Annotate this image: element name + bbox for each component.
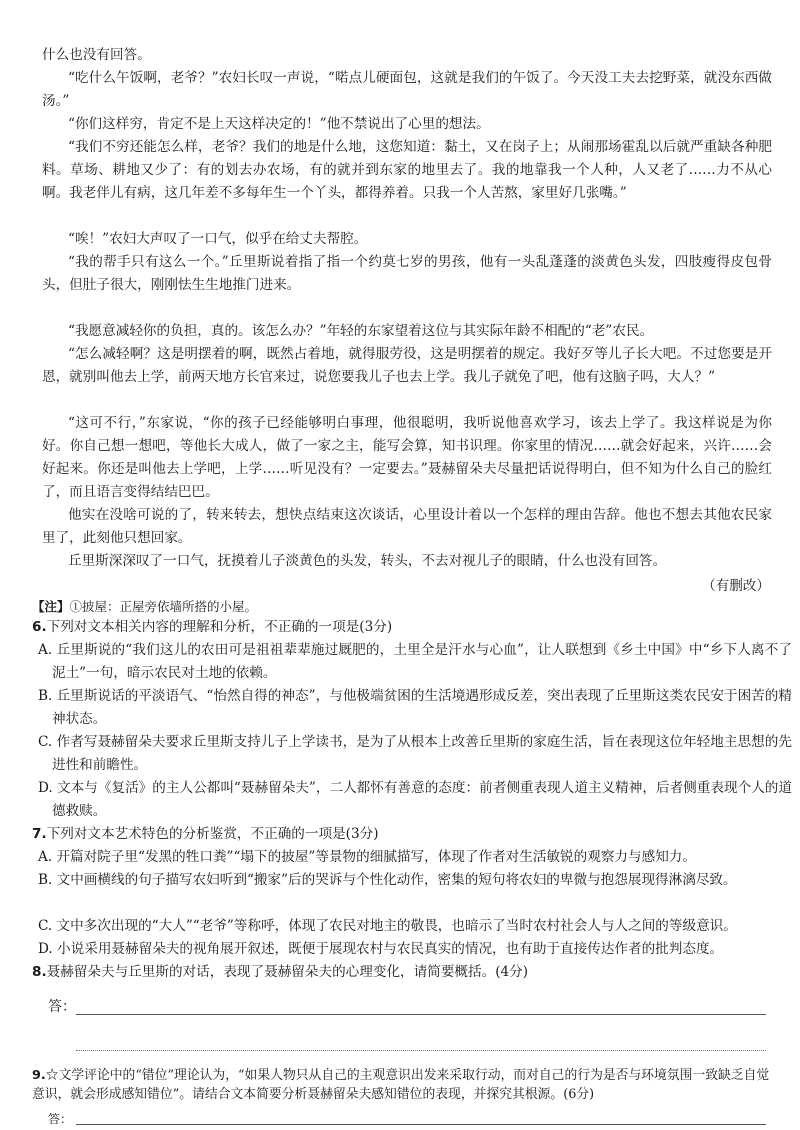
question-number: 7. — [32, 826, 47, 842]
passage-paragraph: 什么也没有回答。 — [42, 47, 151, 63]
question-text: 下列对文本艺术特色的分析鉴赏，不正确的一项是(3分) — [46, 826, 379, 842]
answer-label: 答： — [48, 1112, 73, 1126]
question-6-stem — [32, 616, 777, 639]
footnote — [32, 597, 257, 615]
answer-line[interactable] — [76, 1014, 766, 1015]
footnote-text: ①披屋：正屋旁依墙所搭的小屋。 — [69, 599, 258, 614]
passage-paragraph: “唉！”农妇大声叹了一口气，似乎在给丈夫帮腔。 — [68, 231, 368, 247]
passage-paragraph: “你们这样穷，肯定不是上天这样决定的！”他不禁说出了心里的想法。 — [68, 116, 490, 132]
passage-paragraph: “吃什么午饭啊，老爷？”农妇长叹一声说，“喏点儿硬面包，这就是我们的午饭了。今天没工夫去挖野菜，就没东西做汤。” — [42, 70, 772, 109]
question-8-stem — [32, 961, 777, 984]
passage-paragraph: “我们不穷还能怎么样，老爷？我们的地是什么地，这您知道：黏土，又在岗子上；从闹那场霍乱以后就严重缺各种肥料。草场、耕地又少了：有的划去办农场，有的就并到东家的地里去了。我的地靠我一个人种，人又老了……力不从心啊。我老伴儿有病，这几年差不多每年生一个丫头，都得养着。只我一个人苦熬，家里好几张嘴。” — [42, 139, 772, 201]
question-6-option-a[interactable]: A. 丘里斯说的“我们这儿的农田可是祖祖辈辈施过厩肥的，土里全是汗水与心血”，让人联想到《乡土中国》中“乡下人离不了泥土”一句，暗示农民对土地的依赖。 — [38, 642, 792, 681]
question-7-stem — [32, 823, 777, 846]
question-9-stem — [32, 1066, 777, 1104]
passage-paragraph: 丘里斯深深叹了一口气，抚摸着儿子淡黄色的头发，转头，不去对视儿子的眼睛，什么也没有回答。 — [68, 553, 667, 569]
passage-paragraph: “这可不行，”东家说，“你的孩子已经能够明白事理，他很聪明，我听说他喜欢学习，该去上学了。我这样说是为你好。你自己想一想吧，等他长大成人，做了一家之主，能写会算，知书识理。你家里的情况……就会好起来，兴许……会好起来。你还是叫他去上学吧，上学……听见没有？一定要去。”聂赫留朵夫尽量把话说得明白，但不知为什么自己的脸红了，而且语言变得结结巴巴。 — [42, 415, 772, 500]
passage-paragraph: “怎么减轻啊？这是明摆着的啊，既然占着地，就得服劳役，这是明摆着的规定。我好歹等儿子长大吧。不过您要是开恩，就别叫他去上学，前两天地方长官来过，说您要我儿子也去上学。我儿子就免了吧，他有这脑子吗，大人？” — [42, 346, 772, 385]
question-6-option-c[interactable]: C. 作者写聂赫留朵夫要求丘里斯支持儿子上学读书，是为了从根本上改善丘里斯的家庭生活，旨在表现这位年轻地主思想的先进性和前瞻性。 — [38, 734, 792, 773]
question-number: 8. — [32, 964, 47, 980]
passage-paragraph: 他实在没啥可说的了，转来转去，想快点结束这次谈话，心里设计着以一个怎样的理由告辞。他也不想去其他农民家里了，此刻他只想回家。 — [42, 507, 772, 546]
footnote-label: 【注】 — [32, 599, 70, 614]
source-credit: （有删改） — [702, 578, 770, 594]
passage-paragraph: “我的帮手只有这么一个。”丘里斯说着指了指一个约莫七岁的男孩，他有一头乱蓬蓬的淡黄色头发，四肢瘦得皮包骨头，但肚子很大，刚刚怯生生地推门进来。 — [42, 254, 772, 293]
question-7-option-b[interactable]: B. 文中画横线的句子描写农妇听到“搬家”后的哭诉与个性化动作，密集的短句将农妇的卑微与抱怨展现得淋漓尽致。 — [38, 872, 737, 888]
answer-line[interactable] — [76, 1050, 766, 1051]
passage-paragraph: “我愿意减轻你的负担，真的。该怎么办？”年轻的东家望着这位与其实际年龄不相配的“老”农民。 — [68, 323, 654, 339]
question-number: 6. — [32, 619, 47, 635]
question-6-option-b[interactable]: B. 丘里斯说话的平淡语气、“怡然自得的神态”，与他极端贫困的生活境遇形成反差，突出表现了丘里斯这类农民安于困苦的精神状态。 — [38, 688, 792, 727]
answer-label: 答： — [48, 999, 76, 1015]
question-number: 9. — [32, 1068, 46, 1083]
question-7-option-c[interactable]: C. 文中多次出现的“大人”“老爷”等称呼，体现了农民对地主的敬畏，也暗示了当时农村社会人与人之间的等级意识。 — [38, 918, 737, 934]
question-text: ☆文学评论中的“错位”理论认为，“如果人物只从自己的主观意识出发来采取行动，而对自己的行为是否与环境氛围一致缺乏自觉意识，就会形成感知错位”。请结合文本简要分析聂赫留朵夫感知错位的表现，并探究其根源。(6分) — [32, 1068, 770, 1102]
question-6-option-d[interactable]: D. 文本与《复活》的主人公都叫“聂赫留朵夫”，二人都怀有善意的态度：前者侧重表现人道主义精神，后者侧重表现个人的道德救赎。 — [38, 780, 792, 819]
question-7-option-a[interactable]: A. 开篇对院子里“发黑的牲口粪”“塌下的披屋”等景物的细腻描写，体现了作者对生活敏锐的观察力与感知力。 — [38, 849, 696, 865]
answer-line[interactable] — [76, 1124, 766, 1125]
question-7-option-d[interactable]: D. 小说采用聂赫留朵夫的视角展开叙述，既便于展现农村与农民真实的情况，也有助于直接传达作者的批判态度。 — [38, 941, 724, 957]
question-text: 下列对文本相关内容的理解和分析，不正确的一项是(3分) — [46, 619, 393, 635]
question-text: 聂赫留朵夫与丘里斯的对话，表现了聂赫留朵夫的心理变化，请简要概括。(4分) — [46, 964, 529, 980]
